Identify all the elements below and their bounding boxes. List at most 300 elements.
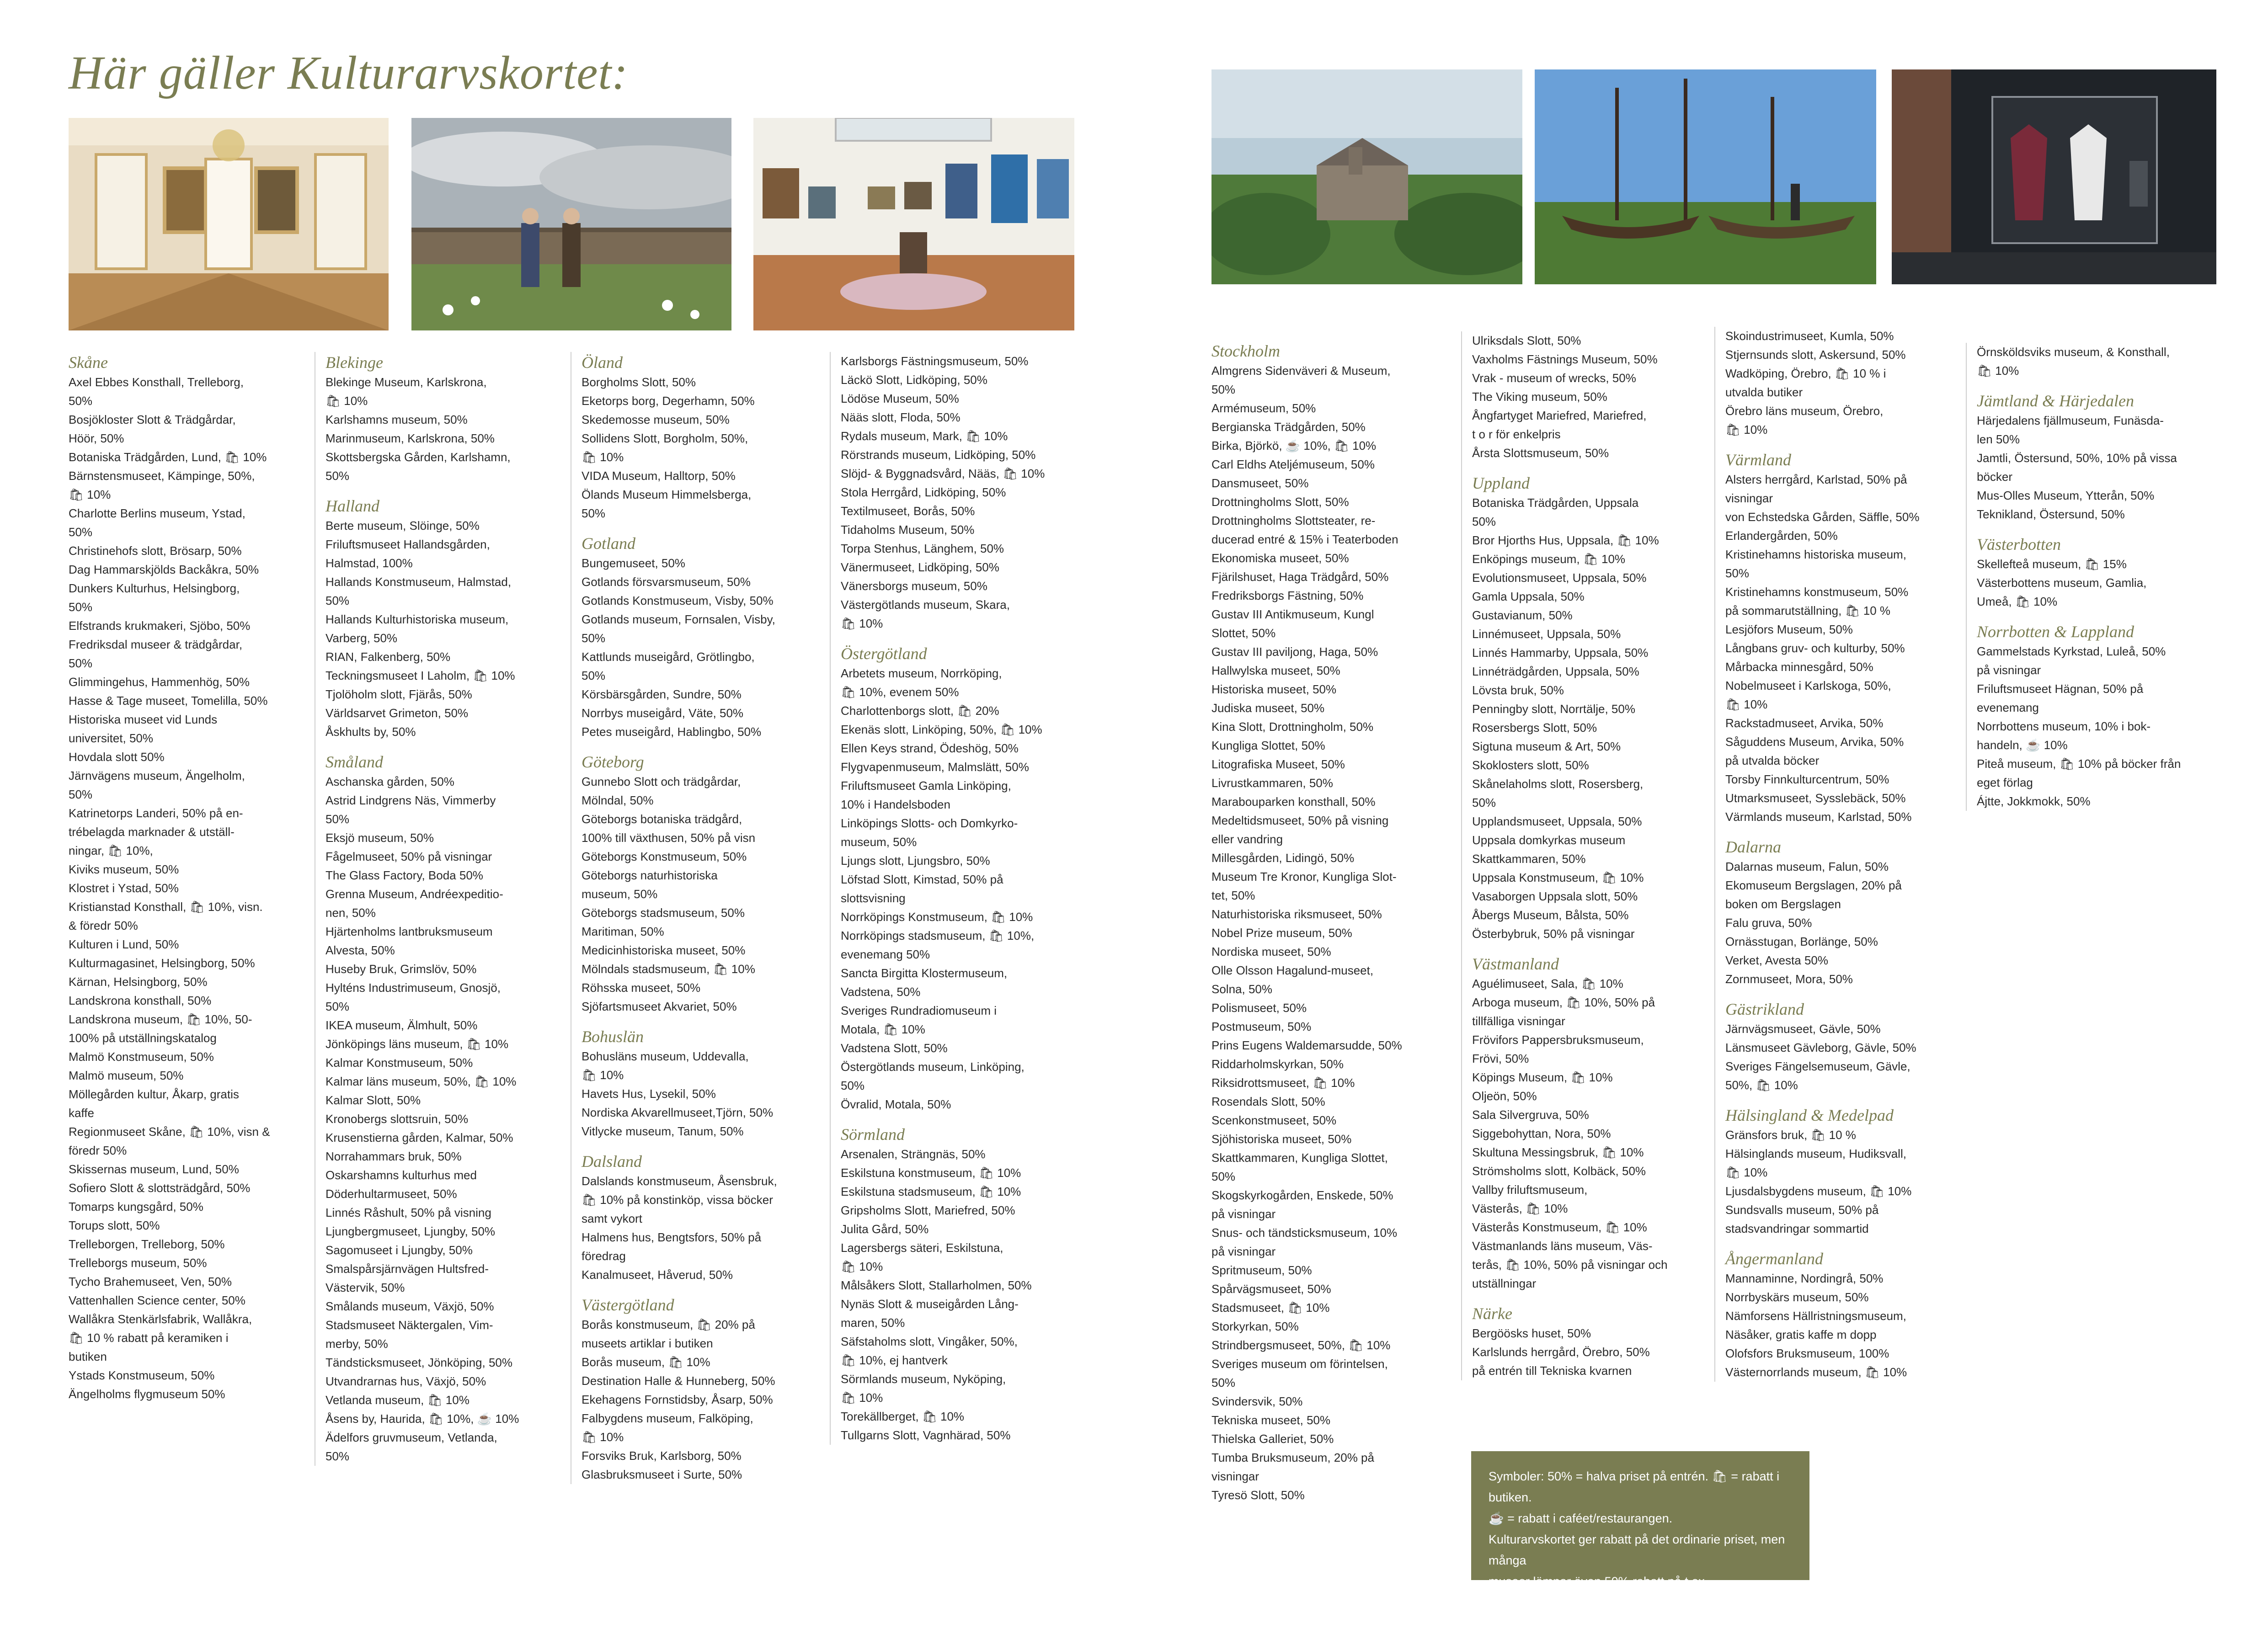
- museum-entry: Skogskyrkogården, Enskede, 50% på visningar: [1211, 1188, 1393, 1221]
- museum-exhibit-photo: [1892, 69, 2216, 284]
- museum-entry: Teckningsmuseet I Laholm, 🛍 10%: [326, 669, 515, 682]
- museum-entry: Västerås Konstmuseum, 🛍 10%: [1472, 1220, 1647, 1234]
- region-section: [841, 352, 1083, 633]
- museum-entry: Borgholms Slott, 50%: [582, 375, 696, 389]
- museum-entry: Kronobergs slottsruin, 50%: [326, 1112, 469, 1126]
- museum-entry: Botaniska Trädgården, Uppsala 50%: [1472, 496, 1639, 528]
- museum-entry: Sofiero Slott & slottsträdgård, 50%: [69, 1181, 251, 1195]
- museum-entry: Mårbacka minnesgård, 50%: [1725, 660, 1873, 674]
- museum-entry: Trelleborgs museum, 50%: [69, 1256, 207, 1270]
- museum-entry: Botaniska Trädgården, Lund, 🛍 10%: [69, 450, 267, 464]
- museum-entry: Carl Eldhs Ateljémuseum, 50%: [1211, 458, 1375, 471]
- region-heading: Värmland: [1725, 451, 1791, 469]
- symbol-legend: Symboler: 50% = halva priset på entrén. 🛍 = rabatt i butiken. ☕ = rabatt i caféet/restaurangen. Kulturarvskortet ger rabatt på det ordinarie priset, men många museer lämnar även 50% rabatt på t ex pensionärspriset. Kortet är personligt och gäller för den som signerat.: [1471, 1451, 1809, 1580]
- museum-entry: Arbetets museum, Norrköping, 🛍 10%, evenem 50%: [841, 666, 1002, 699]
- museum-entry: The Glass Factory, Boda 50%: [326, 868, 483, 882]
- museum-entry: Bungemuseet, 50%: [582, 556, 685, 570]
- region-section: [582, 1151, 824, 1284]
- museum-entry: Bärnstensmuseet, Kämpinge, 50%, 🛍 10%: [69, 469, 255, 501]
- museum-entry: Destination Halle & Hunneberg, 50%: [582, 1374, 775, 1388]
- museum-entry: Karlslunds herrgård, Örebro, 50% på entrén till Tekniska kvarnen: [1472, 1345, 1650, 1378]
- museum-entry: Röhsska museet, 50%: [582, 981, 701, 995]
- region-section: [1977, 621, 2215, 811]
- museum-entry: Kanalmuseet, Håverud, 50%: [582, 1268, 733, 1282]
- museum-entry: Norrahammars bruk, 50%: [326, 1150, 462, 1163]
- museum-entry: Utmarksmuseet, Sysslebäck, 50%: [1725, 791, 1906, 805]
- region-heading: Halland: [326, 497, 380, 515]
- region-heading: Dalsland: [582, 1152, 642, 1171]
- museum-entry: Linnés Råshult, 50% på visning: [326, 1206, 491, 1219]
- museum-entry: Fjärilshuset, Haga Trädgård, 50%: [1211, 570, 1389, 584]
- museum-entry: Gustav III paviljong, Haga, 50%: [1211, 645, 1378, 659]
- art-gallery-photo: [753, 118, 1074, 330]
- museum-entry: Kristinehamns konstmuseum, 50% på sommarutställning, 🛍 10 %: [1725, 585, 1909, 617]
- museum-entry: Tjolöholm slott, Fjärås, 50%: [326, 687, 472, 701]
- museum-entry: Körsbärsgården, Sundre, 50%: [582, 687, 742, 701]
- museum-entry: Världsarvet Grimeton, 50%: [326, 706, 469, 720]
- museum-entry: Sveriges Rundradiomuseum i Motala, 🛍 10%: [841, 1004, 997, 1036]
- museum-entry: Malmö museum, 50%: [69, 1069, 184, 1082]
- museum-entry: Medeltidsmuseet, 50% på visning eller vandring: [1211, 814, 1389, 846]
- museum-entry: Christinehofs slott, Brösarp, 50%: [69, 544, 242, 558]
- museum-entry: Eketorps borg, Degerhamn, 50%: [582, 394, 755, 408]
- museum-entry: Torpa Stenhus, Länghem, 50%: [841, 542, 1004, 555]
- museum-entry: Borås konstmuseum, 🛍 20% på museets artiklar i butiken: [582, 1318, 755, 1350]
- region-heading: Öland: [582, 353, 623, 372]
- museum-entry: Östergötlands museum, Linköping, 50%: [841, 1060, 1025, 1092]
- museum-entry: Rörstrands museum, Lidköping, 50%: [841, 448, 1036, 462]
- museum-entry: Dansmuseet, 50%: [1211, 476, 1309, 490]
- museum-entry: Utvandrarnas hus, Växjö, 50%: [326, 1374, 486, 1388]
- museum-entry: Skoindustrimuseet, Kumla, 50%: [1725, 329, 1894, 343]
- column-7: [1714, 327, 1970, 1382]
- museum-entry: Petes museigård, Hablingbo, 50%: [582, 725, 762, 739]
- region-heading: Dalarna: [1725, 838, 1782, 856]
- column-1: [69, 352, 306, 1404]
- museum-entry: Vetlanda museum, 🛍 10%: [326, 1393, 470, 1407]
- museum-entry: Glimmingehus, Hammenhög, 50%: [69, 675, 250, 689]
- museum-entry: Olle Olsson Hagalund-museet, Solna, 50%: [1211, 963, 1374, 996]
- museum-entry: Läckö Slott, Lidköping, 50%: [841, 373, 987, 387]
- museum-entry: Ekomuseum Bergslagen, 20% på boken om Bergslagen: [1725, 878, 1902, 911]
- museum-entry: Kattlunds museigård, Grötlingbo, 50%: [582, 650, 755, 682]
- museum-entry: Kalmar Slott, 50%: [326, 1093, 421, 1107]
- region-heading: Västergötland: [582, 1296, 674, 1314]
- museum-entry: Österbybruk, 50% på visningar: [1472, 927, 1635, 941]
- museum-entry: Dag Hammarskjölds Backåkra, 50%: [69, 563, 259, 576]
- museum-entry: Kiviks museum, 50%: [69, 862, 179, 876]
- museum-entry: Länsmuseet Gävleborg, Gävle, 50%: [1725, 1041, 1916, 1054]
- museum-entry: Bohusläns museum, Uddevalla, 🛍 10%: [582, 1049, 749, 1082]
- museum-entry: Tycho Brahemuseet, Ven, 50%: [69, 1275, 232, 1288]
- museum-entry: Årsta Slottsmuseum, 50%: [1472, 446, 1609, 460]
- museum-entry: Julita Gård, 50%: [841, 1222, 929, 1236]
- museum-entry: Berte museum, Slöinge, 50%: [326, 519, 480, 532]
- museum-entry: Ljungs slott, Ljungsbro, 50%: [841, 854, 990, 868]
- wooden-boats-photo: [1535, 69, 1876, 284]
- column-5: [1211, 341, 1458, 1505]
- museum-entry: Spårvägsmuseet, 50%: [1211, 1282, 1331, 1296]
- museum-entry: Birka, Björkö, ☕ 10%, 🛍 10%: [1211, 439, 1377, 452]
- museum-entry: Postmuseum, 50%: [1211, 1020, 1312, 1033]
- museum-entry: IKEA museum, Älmhult, 50%: [326, 1018, 478, 1032]
- museum-entry: Snus- och tändsticksmuseum, 10% på visningar: [1211, 1226, 1398, 1258]
- museum-entry: Tyresö Slott, 50%: [1211, 1488, 1305, 1502]
- museum-entry: Judiska museet, 50%: [1211, 701, 1325, 715]
- museum-entry: Ölands Museum Himmelsberga, 50%: [582, 488, 752, 520]
- column-3: [571, 352, 824, 1484]
- region-section: [1977, 343, 2215, 380]
- region-section: [326, 352, 563, 485]
- museum-entry: Friluftsmuseet Gamla Linköping, 10% i Handelsboden: [841, 779, 1011, 811]
- museum-entry: Ängelholms flygmuseum 50%: [69, 1387, 225, 1401]
- museum-entry: Linnéträdgården, Uppsala, 50%: [1472, 665, 1639, 678]
- region-heading: Sörmland: [841, 1125, 905, 1144]
- museum-entry: Eskilstuna stadsmuseum, 🛍 10%: [841, 1185, 1021, 1198]
- museum-entry: Strömsholms slott, Kolbäck, 50%: [1472, 1164, 1646, 1178]
- museum-entry: Nämforsens Hällristningsmuseum, Näsåker, gratis kaffe m dopp: [1725, 1309, 1906, 1341]
- museum-entry: Hälsinglands museum, Hudiksvall, 🛍 10%: [1725, 1147, 1906, 1179]
- museum-entry: Sollidens Slott, Borgholm, 50%, 🛍 10%: [582, 431, 748, 464]
- museum-entry: Wallåkra Stenkärlsfabrik, Wallåkra, 🛍 10 % rabatt på keramiken i butiken: [69, 1312, 252, 1363]
- museum-entry: Vänermuseet, Lidköping, 50%: [841, 560, 999, 574]
- region-section: [326, 495, 563, 741]
- museum-entry: Dalslands konstmuseum, Åsensbruk, 🛍 10% på konstinköp, vissa böcker samt vykort: [582, 1174, 777, 1225]
- museum-entry: Kulturmagasinet, Helsingborg, 50%: [69, 956, 255, 970]
- museum-entry: Grenna Museum, Andréexpeditio- nen, 50%: [326, 887, 503, 920]
- region-heading: Norrbotten & Lappland: [1977, 623, 2135, 641]
- museum-entry: Prins Eugens Waldemarsudde, 50%: [1211, 1038, 1402, 1052]
- museum-entry: Blekinge Museum, Karlskrona, 🛍 10%: [326, 375, 487, 408]
- museum-entry: Kristinehamns historiska museum, 50%: [1725, 548, 1906, 580]
- museum-entry: Torups slott, 50%: [69, 1219, 160, 1232]
- museum-entry: Penningby slott, Norrtälje, 50%: [1472, 702, 1635, 716]
- museum-entry: Ystads Konstmuseum, 50%: [69, 1368, 215, 1382]
- museum-entry: Riddarholmskyrkan, 50%: [1211, 1057, 1344, 1071]
- museum-entry: Norrbottens museum, 10% i bok- handeln, ☕ 10%: [1977, 719, 2151, 752]
- museum-entry: Krusenstierna gården, Kalmar, 50%: [326, 1131, 513, 1144]
- region-heading: Ångermanland: [1725, 1250, 1823, 1268]
- museum-entry: Köpings Museum, 🛍 10%: [1472, 1070, 1613, 1084]
- region-heading: Småland: [326, 753, 383, 771]
- museum-entry: Ekehagens Fornstidsby, Åsarp, 50%: [582, 1393, 773, 1406]
- museum-entry: Fågelmuseet, 50% på visningar: [326, 850, 492, 863]
- museum-entry: Dunkers Kulturhus, Helsingborg, 50%: [69, 581, 240, 614]
- museum-entry: Charlottenborgs slott, 🛍 20%: [841, 704, 999, 718]
- museum-entry: Sörmlands museum, Nyköping, 🛍 10%: [841, 1372, 1006, 1405]
- museum-entry: Lövsta bruk, 50%: [1472, 683, 1564, 697]
- museum-entry: Säfstaholms slott, Vingåker, 50%, 🛍 10%, ej hantverk: [841, 1335, 1018, 1367]
- column-2: [315, 352, 563, 1466]
- museum-entry: Falbygdens museum, Falköping, 🛍 10%: [582, 1411, 753, 1444]
- museum-entry: The Viking museum, 50%: [1472, 390, 1607, 404]
- museum-entry: Skånelaholms slott, Rosersberg, 50%: [1472, 777, 1644, 809]
- museum-entry: Skellefteå museum, 🛍 15%: [1977, 557, 2127, 571]
- museum-entry: Marabouparken konsthall, 50%: [1211, 795, 1376, 809]
- museum-entry: Aguélimuseet, Sala, 🛍 10%: [1472, 977, 1623, 990]
- region-heading: Närke: [1472, 1304, 1512, 1323]
- museum-entry: Gränsfors bruk, 🛍 10 %: [1725, 1128, 1856, 1142]
- region-heading: Skåne: [69, 353, 108, 372]
- palace-interior-photo: [69, 118, 389, 330]
- museum-entry: Västergötlands museum, Skara, 🛍 10%: [841, 598, 1010, 630]
- region-section: [1977, 534, 2215, 611]
- region-section: [326, 751, 563, 1466]
- museum-entry: Bror Hjorths Hus, Uppsala, 🛍 10%: [1472, 533, 1659, 547]
- museum-entry: Tidaholms Museum, 50%: [841, 523, 975, 537]
- museum-entry: Järnvägsmuseet, Gävle, 50%: [1725, 1022, 1881, 1036]
- museum-entry: Riksidrottsmuseet, 🛍 10%: [1211, 1076, 1355, 1090]
- museum-entry: Gripsholms Slott, Mariefred, 50%: [841, 1203, 1015, 1217]
- museum-entry: Jamtli, Östersund, 50%, 10% på vissa böcker: [1977, 451, 2177, 484]
- museum-entry: Kristianstad Konsthall, 🛍 10%, visn. & föredr 50%: [69, 900, 263, 932]
- museum-entry: Ellen Keys strand, Ödeshög, 50%: [841, 741, 1019, 755]
- museum-entry: Stola Herrgård, Lidköping, 50%: [841, 485, 1006, 499]
- museum-entry: Gustav III Antikmuseum, Kungl Slottet, 50%: [1211, 607, 1374, 640]
- museum-entry: Verket, Avesta 50%: [1725, 953, 1828, 967]
- region-section: [841, 643, 1083, 1114]
- museum-entry: Siggebohyttan, Nora, 50%: [1472, 1127, 1611, 1140]
- museum-entry: Drottningholms Slott, 50%: [1211, 495, 1349, 509]
- museum-entry: Friluftsmuseet Hägnan, 50% på evenemang: [1977, 682, 2144, 714]
- museum-entry: Sjöfartsmuseet Akvariet, 50%: [582, 1000, 737, 1013]
- region-section: [1472, 473, 1719, 943]
- museum-entry: Gamla Uppsala, 50%: [1472, 590, 1585, 603]
- museum-entry: Göteborgs stadsmuseum, 50%: [582, 906, 745, 920]
- museum-entry: Torekällberget, 🛍 10%: [841, 1410, 965, 1423]
- museum-entry: Vallby friluftsmuseum, Västerås, 🛍 10%: [1472, 1183, 1588, 1215]
- museum-entry: von Echstedska Gården, Säffle, 50%: [1725, 510, 1920, 524]
- museum-entry: Marinmuseum, Karlskrona, 50%: [326, 431, 495, 445]
- museum-entry: Medicinhistoriska museet, 50%: [582, 943, 746, 957]
- museum-entry: Kungliga Slottet, 50%: [1211, 739, 1325, 752]
- museum-entry: Ornässtugan, Borlänge, 50%: [1725, 935, 1878, 948]
- museum-entry: Hjärtenholms lantbruksmuseum Alvesta, 50%: [326, 925, 493, 957]
- region-heading: Gästrikland: [1725, 1000, 1804, 1018]
- museum-entry: Sigtuna museum & Art, 50%: [1472, 740, 1621, 753]
- museum-entry: Mus-Olles Museum, Ytterån, 50%: [1977, 489, 2155, 502]
- region-heading: Östergötland: [841, 644, 927, 663]
- museum-entry: Arsenalen, Strängnäs, 50%: [841, 1147, 986, 1161]
- museum-entry: Örebro läns museum, Örebro, 🛍 10%: [1725, 404, 1884, 436]
- museum-entry: Spritmuseum, 50%: [1211, 1263, 1312, 1277]
- museum-entry: Borås museum, 🛍 10%: [582, 1355, 710, 1369]
- museum-entry: Jönköpings läns museum, 🛍 10%: [326, 1037, 509, 1051]
- museum-entry: Kärnan, Helsingborg, 50%: [69, 975, 208, 989]
- museum-entry: Sveriges museum om förintelsen, 50%: [1211, 1357, 1388, 1389]
- museum-entry: Karlsborgs Fästningsmuseum, 50%: [841, 354, 1029, 368]
- museum-entry: Rosersbergs Slott, 50%: [1472, 721, 1597, 735]
- museum-entry: Mölndals stadsmuseum, 🛍 10%: [582, 962, 755, 976]
- museum-entry: Västernorrlands museum, 🛍 10%: [1725, 1365, 1907, 1379]
- museum-entry: Nobel Prize museum, 50%: [1211, 926, 1352, 940]
- museum-entry: Stjernsunds slott, Askersund, 50%: [1725, 348, 1906, 362]
- museum-entry: Torsby Finnkulturcentrum, 50%: [1725, 772, 1889, 786]
- museum-entry: Piteå museum, 🛍 10% på böcker från eget förlag: [1977, 757, 2181, 789]
- museum-entry: Vrak - museum of wrecks, 50%: [1472, 371, 1636, 385]
- region-heading: Hälsingland & Medelpad: [1725, 1106, 1894, 1124]
- museum-entry: Flygvapenmuseum, Malmslätt, 50%: [841, 760, 1029, 774]
- region-heading: Göteborg: [582, 753, 644, 771]
- museum-entry: Tekniska museet, 50%: [1211, 1413, 1331, 1427]
- museum-entry: Erlandergården, 50%: [1725, 529, 1838, 543]
- region-heading: Stockholm: [1211, 342, 1280, 360]
- museum-entry: Långbans gruv- och kulturby, 50%: [1725, 641, 1905, 655]
- museum-entry: Gotlands museum, Fornsalen, Visby, 50%: [582, 612, 775, 645]
- museum-entry: Tändsticksmuseet, Jönköping, 50%: [326, 1356, 512, 1369]
- museum-entry: Aschanska gården, 50%: [326, 775, 454, 788]
- museum-entry: Textilmuseet, Borås, 50%: [841, 504, 975, 518]
- museum-entry: Stadsmuseet, 🛍 10%: [1211, 1301, 1330, 1315]
- museum-entry: Lesjöfors Museum, 50%: [1725, 623, 1853, 636]
- museum-entry: Sågudden​s Museum, Arvika, 50% på utvalda böcker: [1725, 735, 1904, 767]
- museum-entry: Härjedalens fjällmuseum, Funäsda- len 50%: [1977, 414, 2164, 446]
- museum-entry: Museum Tre Kronor, Kungliga Slot- tet, 50%: [1211, 870, 1397, 902]
- museum-entry: RIAN, Falkenberg, 50%: [326, 650, 451, 664]
- museum-entry: Almgrens Sidenväveri & Museum, 50%: [1211, 364, 1391, 396]
- museum-entry: Malmö Konstmuseum, 50%: [69, 1050, 214, 1064]
- museum-entry: Hasse & Tage museet, Tomelilla, 50%: [69, 694, 268, 708]
- museum-entry: Upplandsmuseet, Uppsala, 50%: [1472, 814, 1642, 828]
- museum-entry: Uppsala Konstmuseum, 🛍 10%: [1472, 871, 1644, 884]
- museum-entry: Vaxholms Fästnings Museum, 50%: [1472, 352, 1658, 366]
- museum-entry: Drottningholms Slottsteater, re- ducerad entré & 15% i Teaterboden: [1211, 514, 1398, 546]
- museum-entry: Göteborgs Konstmuseum, 50%: [582, 850, 747, 863]
- museum-entry: Kulturen i Lund, 50%: [69, 937, 179, 951]
- museum-entry: Naturhistoriska riksmuseet, 50%: [1211, 907, 1382, 921]
- museum-entry: Enköpings museum, 🛍 10%: [1472, 552, 1626, 566]
- region-section: [1725, 999, 1970, 1095]
- museum-entry: Friluftsmuseet Hallandsgården, Halmstad, 100%: [326, 538, 490, 570]
- museum-entry: Ljungbergmuseet, Ljungby, 50%: [326, 1224, 495, 1238]
- museum-entry: Mannaminne, Nordingrå, 50%: [1725, 1272, 1884, 1285]
- region-section: [69, 352, 306, 1404]
- region-heading: Jämtland & Härjedalen: [1977, 392, 2134, 410]
- museum-entry: Lagersbergs säteri, Eskilstuna, 🛍 10%: [841, 1241, 1003, 1273]
- region-heading: Västerbotten: [1977, 535, 2061, 554]
- museum-entry: Sundsvalls museum, 50% på stadsvandringar sommartid: [1725, 1203, 1879, 1235]
- museum-entry: Regionmuseet Skåne, 🛍 10%, visn & föredr 50%: [69, 1125, 270, 1157]
- museum-entry: Hallands Konstmuseum, Halmstad, 50%: [326, 575, 512, 607]
- museum-entry: Sjöhistoriska museet, 50%: [1211, 1132, 1352, 1146]
- museum-entry: Gotlands försvarsmuseum, 50%: [582, 575, 751, 589]
- museum-entry: Hallwylska museet, 50%: [1211, 664, 1340, 677]
- region-heading: Gotland: [582, 534, 636, 553]
- museum-entry: Landskrona konsthall, 50%: [69, 994, 212, 1007]
- museum-entry: Skottsbergska Gården, Karlshamn, 50%: [326, 450, 511, 483]
- museum-entry: Gotlands Konstmuseum, Visby, 50%: [582, 594, 774, 607]
- museum-entry: Teknikland, Östersund, 50%: [1977, 507, 2125, 521]
- museum-entry: Arboga museum, 🛍 10%, 50% på tillfälliga visningar: [1472, 995, 1655, 1028]
- museum-entry: Alsters herrgård, Karlstad, 50% på visningar: [1725, 473, 1907, 505]
- museum-entry: Skedemosse museum, 50%: [582, 413, 730, 426]
- museum-entry: Dalarnas museum, Falun, 50%: [1725, 860, 1889, 873]
- museum-entry: Olofsfors Bruksmuseum, 100%: [1725, 1347, 1889, 1360]
- museum-entry: Vadstena Slott, 50%: [841, 1041, 948, 1055]
- museum-entry: Oljeön, 50%: [1472, 1089, 1537, 1103]
- museum-entry: Gammelstads Kyrkstad, Luleå, 50% på visningar: [1977, 644, 2166, 677]
- museum-entry: Nynäs Slott & museigården Lång- maren, 50%: [841, 1297, 1019, 1330]
- museum-entry: Möllegården kultur, Åkarp, gratis kaffe: [69, 1087, 239, 1120]
- museum-entry: Ljusdalsbygdens museum, 🛍 10%: [1725, 1184, 1912, 1198]
- region-section: [1977, 390, 2215, 524]
- museum-entry: Astrid Lindgrens Näs, Vimmerby 50%: [326, 793, 496, 826]
- museum-entry: Storkyrkan, 50%: [1211, 1320, 1299, 1333]
- museum-entry: Åskhults by, 50%: [326, 725, 416, 739]
- museum-entry: Havets Hus, Lysekil, 50%: [582, 1087, 716, 1101]
- museum-entry: Karlshamns museum, 50%: [326, 413, 468, 426]
- region-heading: Blekinge: [326, 353, 383, 372]
- museum-entry: Zornmuseet, Mora, 50%: [1725, 972, 1853, 986]
- museum-entry: Västmanlands läns museum, Väs- terås, 🛍 10%, 50% på visningar och utställningar: [1472, 1239, 1668, 1290]
- museum-entry: Evolutionsmuseet, Uppsala, 50%: [1472, 571, 1647, 585]
- museum-entry: Hallands Kulturhistoriska museum, Varberg, 50%: [326, 612, 509, 645]
- museum-entry: Skultuna Messingsbruk, 🛍 10%: [1472, 1145, 1644, 1159]
- region-section: [1725, 1105, 1970, 1238]
- museum-entry: Glasbruksmuseet i Surte, 50%: [582, 1468, 742, 1481]
- museum-entry: Lödöse Museum, 50%: [841, 392, 959, 405]
- museum-entry: Rydals museum, Mark, 🛍 10%: [841, 429, 1008, 443]
- museum-entry: VIDA Museum, Halltorp, 50%: [582, 469, 736, 483]
- museum-entry: Örnsköldsviks museum, & Konsthall, 🛍 10%: [1977, 345, 2170, 378]
- museum-entry: Trelleborgen, Trelleborg, 50%: [69, 1237, 225, 1251]
- museum-entry: Gunnebo Slott och trädgårdar, Mölndal, 50%: [582, 775, 741, 807]
- museum-entry: Katrinetorps Landeri, 50% på en- trébelagda marknader & utställ- ningar, 🛍 10%,: [69, 806, 243, 857]
- museum-entry: Kalmar Konstmuseum, 50%: [326, 1056, 473, 1070]
- page-title: Här gäller Kulturarvskortet:: [69, 47, 628, 99]
- region-section: [1472, 1303, 1719, 1380]
- museum-entry: Thielska Galleriet, 50%: [1211, 1432, 1334, 1446]
- museum-entry: Värmlands museum, Karlstad, 50%: [1725, 810, 1912, 824]
- museum-entry: Landskrona museum, 🛍 10%, 50- 100% på utställningskatalog: [69, 1012, 252, 1045]
- region-section: [1472, 953, 1719, 1293]
- museum-entry: Falu gruva, 50%: [1725, 916, 1812, 930]
- museum-entry: Bergianska Trädgården, 50%: [1211, 420, 1366, 434]
- museum-entry: Målsåkers Slott, Stallarholmen, 50%: [841, 1278, 1032, 1292]
- museum-entry: Frövifors Pappersbruksmuseum, Frövi, 50%: [1472, 1033, 1644, 1065]
- museum-entry: Nobelmuseet i Karlskoga, 50%, 🛍 10%: [1725, 679, 1891, 711]
- museum-entry: Klostret i Ystad, 50%: [69, 881, 179, 895]
- museum-entry: Löfstad Slott, Kimstad, 50% på slottsvisning: [841, 873, 1003, 905]
- museum-entry: Sagomuseet i Ljungby, 50%: [326, 1243, 473, 1257]
- column-6: [1461, 331, 1719, 1380]
- museum-entry: Vattenhallen Science center, 50%: [69, 1293, 245, 1307]
- museum-entry: Polismuseet, 50%: [1211, 1001, 1307, 1015]
- museum-entry: Halmens hus, Bengtsfors, 50% på föredrag: [582, 1230, 762, 1263]
- museum-entry: Slöjd- & Byggnadsvård, Nääs, 🛍 10%: [841, 467, 1045, 480]
- museum-entry: Historiska museet, 50%: [1211, 682, 1337, 696]
- museum-entry: Skattkammaren, Kungliga Slottet, 50%: [1211, 1151, 1388, 1183]
- museum-entry: Hovdala slott 50%: [69, 750, 165, 764]
- region-heading: Västmanland: [1472, 955, 1559, 973]
- museum-entry: Elfstrands krukmakeri, Sjöbo, 50%: [69, 619, 251, 633]
- museum-entry: Linnémuseet, Uppsala, 50%: [1472, 627, 1621, 641]
- museum-entry: Scenkonstmuseet, 50%: [1211, 1113, 1337, 1127]
- castle-coast-photo: [1211, 69, 1522, 284]
- museum-entry: Oskarshamns kulturhus med Döderhultarmuseet, 50%: [326, 1168, 477, 1201]
- museum-entry: Ekenäs slott, Linköping, 50%, 🛍 10%: [841, 723, 1042, 736]
- museum-entry: Ångfartyget Mariefred, Mariefred, t o r för enkelpris: [1472, 409, 1647, 441]
- region-section: [1211, 341, 1458, 1505]
- museum-entry: Millesgården, Lidingö, 50%: [1211, 851, 1355, 865]
- museum-entry: Åbergs Museum, Bålsta, 50%: [1472, 908, 1629, 922]
- museum-entry: Ulriksdals Slott, 50%: [1472, 334, 1581, 347]
- museum-entry: Sveriges Fängelsemuseum, Gävle, 50%, 🛍 10%: [1725, 1059, 1910, 1092]
- region-section: [582, 352, 824, 523]
- region-heading: Bohuslän: [582, 1027, 644, 1046]
- museum-entry: Norrköpings Konstmuseum, 🛍 10%: [841, 910, 1033, 924]
- museum-entry: Övralid, Motala, 50%: [841, 1097, 951, 1111]
